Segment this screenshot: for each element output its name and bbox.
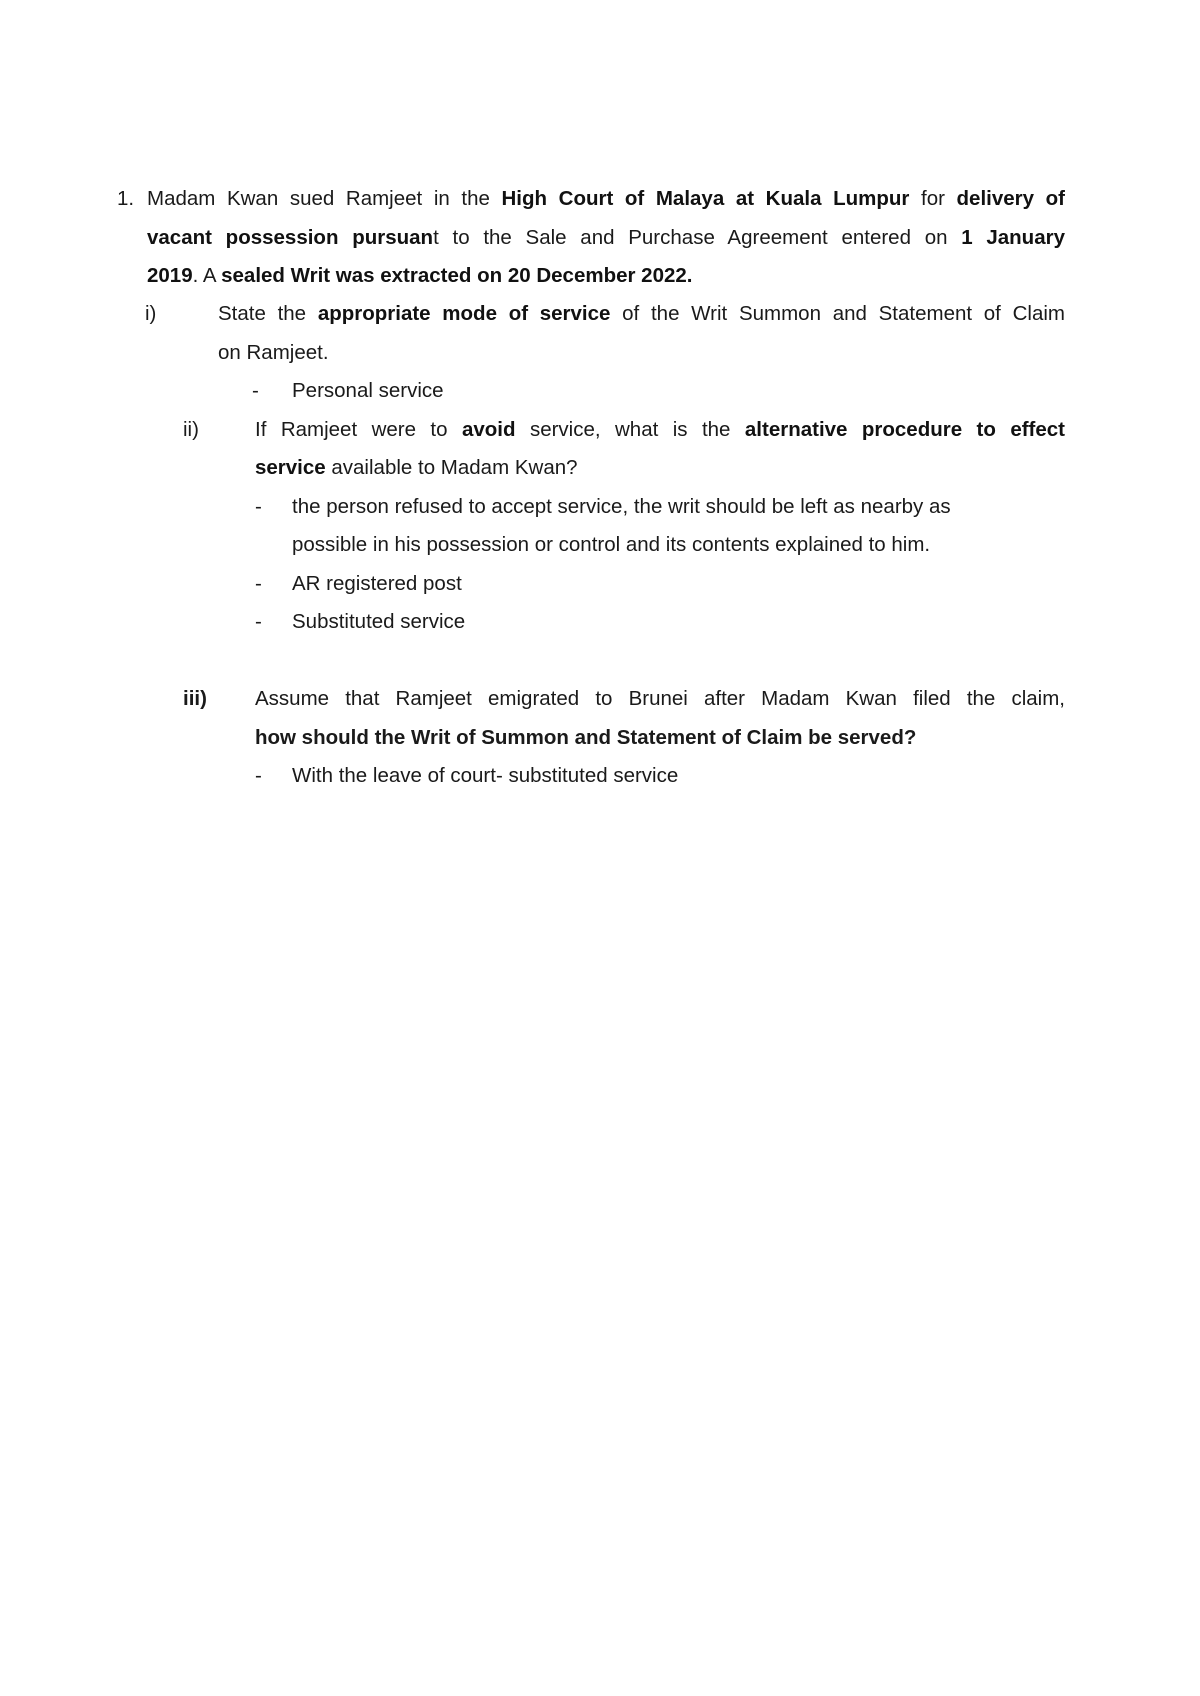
q1-year: 2019 <box>147 264 193 287</box>
part-ii-line-1 <box>255 418 1065 442</box>
part-iii-line-2: how should the Writ of Summon and Statement of Claim be served? <box>255 726 917 749</box>
part-ii-line-2 <box>255 456 578 480</box>
question-line-2 <box>147 226 1065 250</box>
dash-bullet: - <box>255 610 262 633</box>
q1-sealed-writ: sealed Writ was extracted on 20 December 2022. <box>221 264 693 287</box>
part-i-mode: appropriate mode of service <box>317 302 611 325</box>
dash-bullet: - <box>255 495 262 518</box>
answer-substituted-service: Substituted service <box>292 610 466 633</box>
part-i-line-2: on Ramjeet. <box>218 341 329 364</box>
question-line-3 <box>147 264 692 288</box>
answer-personal-service: Personal service <box>292 379 444 402</box>
dash-bullet: - <box>255 572 262 595</box>
answer-ar-registered-post: AR registered post <box>292 572 462 595</box>
q1-agreement: t to the Sale and Purchase Agreement entered on <box>433 226 962 249</box>
answer-refused-line-2: possible in his possession or control and its contents explained to him. <box>292 533 931 556</box>
answer-refused-line-1: the person refused to accept service, the writ should be left as nearby as <box>292 495 951 518</box>
part-iii-label: iii) <box>183 687 207 710</box>
q1-text-a: Madam Kwan sued Ramjeet in the <box>147 187 502 210</box>
q1-date: 1 January <box>961 226 1065 249</box>
q1-text-a2: . A <box>192 264 222 287</box>
part-ii-service: service <box>255 456 326 479</box>
part-i-label: i) <box>145 302 157 325</box>
part-i-text-c: of the Writ Summon and Statement of Claim <box>610 302 1065 325</box>
part-ii-text-a: If Ramjeet were to <box>255 418 462 441</box>
q1-court: High Court of Malaya at Kuala Lumpur <box>501 187 910 210</box>
question-line-1 <box>147 187 1065 211</box>
part-ii-label: ii) <box>183 418 199 441</box>
part-ii-text-b: available to Madam Kwan? <box>325 456 578 479</box>
part-ii-avoid: avoid <box>461 418 516 441</box>
dash-bullet: - <box>255 764 262 787</box>
answer-leave-of-court: With the leave of court- substituted service <box>292 764 679 787</box>
q1-vacant: vacant possession pursuan <box>147 226 434 249</box>
part-ii-alternative: alternative procedure to effect <box>744 418 1065 441</box>
part-i-line-1 <box>218 302 1065 326</box>
part-i-text-a: State the <box>218 302 318 325</box>
part-ii-text-c: service, what is the <box>515 418 745 441</box>
part-iii-line-1: Assume that Ramjeet emigrated to Brunei after Madam Kwan filed the claim, <box>255 687 1065 710</box>
q1-text-c: for <box>909 187 957 210</box>
question-number: 1. <box>117 187 135 210</box>
dash-bullet: - <box>252 379 259 402</box>
q1-delivery: delivery of <box>956 187 1065 210</box>
